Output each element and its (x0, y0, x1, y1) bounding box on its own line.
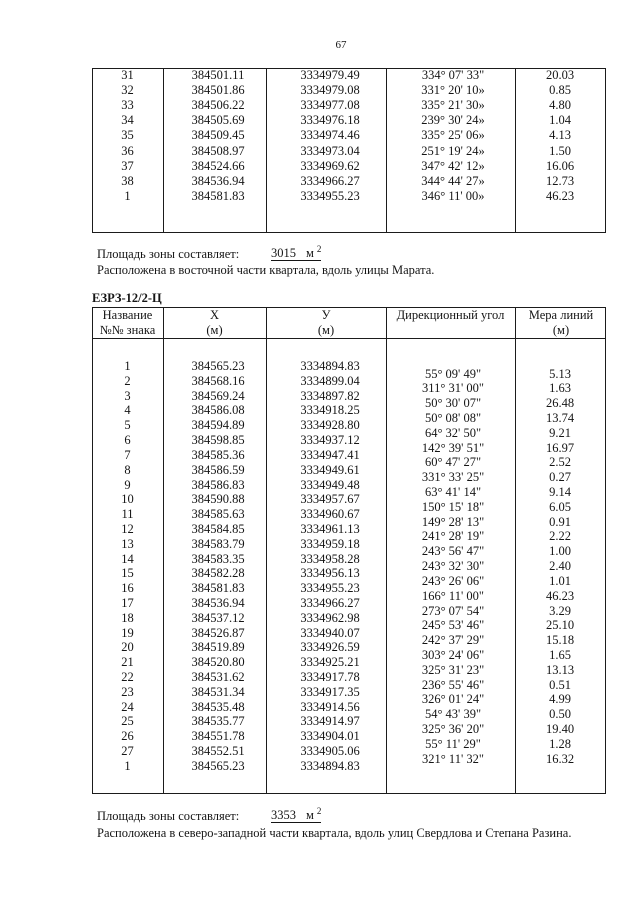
point-number: 16 (121, 581, 134, 596)
line-length: 1.04 (549, 113, 571, 128)
line-length: 2.40 (549, 559, 571, 573)
segment-row (92, 633, 606, 647)
x-coordinate: 384505.69 (191, 113, 245, 128)
area-unit-power: 2 (316, 244, 322, 254)
direction-angle: 63° 41' 14" (424, 485, 482, 499)
direction-angle: 326° 01' 24" (421, 692, 485, 707)
direction-angle: 239° 30' 24» (421, 113, 485, 128)
point-number: 26 (121, 729, 134, 744)
direction-angle: 243° 56' 47" (421, 544, 485, 559)
x-coordinate: 384531.34 (191, 684, 245, 699)
x-coordinate: 384582.28 (191, 566, 245, 581)
direction-angle: 50° 30' 07" (424, 396, 482, 411)
y-coordinate: 3334917.78 (300, 670, 360, 684)
x-coordinate: 384531.62 (191, 670, 245, 684)
direction-angle: 243° 32' 30" (421, 559, 485, 573)
direction-angle: 325° 36' 20" (421, 721, 485, 736)
y-coordinate: 3334977.08 (300, 98, 360, 113)
point-number: 1 (124, 359, 131, 373)
header-x-unit: (м) (206, 323, 223, 337)
point-number: 9 (124, 477, 131, 492)
direction-angle: 55° 11' 29" (425, 736, 481, 751)
point-number: 33 (121, 98, 134, 113)
direction-angle: 335° 21' 30» (421, 98, 485, 113)
direction-angle: 243° 26' 06" (421, 573, 485, 588)
header-line-length: Мера линий (528, 308, 594, 322)
segment-row (92, 544, 606, 558)
direction-angle: 245° 53' 46" (421, 618, 485, 633)
segment-row (92, 515, 606, 529)
direction-angle: 347° 42' 12» (421, 158, 485, 173)
y-coordinate: 3334962.98 (300, 610, 360, 625)
y-coordinate: 3334914.56 (300, 699, 360, 714)
area-value (271, 806, 322, 823)
direction-angle: 54° 43' 39" (424, 707, 482, 722)
x-coordinate: 384526.87 (191, 625, 245, 640)
point-number: 37 (121, 158, 134, 173)
x-coordinate: 384535.77 (191, 714, 245, 729)
segment-row (92, 470, 606, 484)
x-coordinate: 384594.89 (191, 418, 245, 433)
direction-angle: 346° 11' 00» (421, 188, 485, 203)
point-number: 34 (121, 113, 134, 128)
direction-angle: 55° 09' 49" (424, 366, 482, 381)
x-coordinate: 384524.66 (191, 158, 245, 173)
y-coordinate: 3334973.04 (300, 143, 360, 158)
segment-row (92, 426, 606, 440)
segment-row (92, 455, 606, 469)
line-length: 0.50 (549, 707, 571, 722)
y-coordinate: 3334914.97 (300, 714, 360, 729)
direction-angle: 251° 19' 24» (421, 143, 485, 158)
point-number: 36 (121, 143, 134, 158)
line-length: 3.29 (549, 603, 571, 618)
point-number: 21 (121, 655, 134, 670)
line-length: 20.03 (545, 68, 575, 82)
point-number: 24 (121, 699, 134, 714)
line-length: 2.22 (549, 529, 571, 544)
direction-angle: 236° 55' 46" (421, 677, 485, 692)
direction-angle: 303° 24' 06" (421, 647, 485, 662)
y-coordinate: 3334925.21 (300, 655, 360, 670)
y-coordinate: 3334976.18 (300, 113, 360, 128)
line-length: 16.97 (545, 440, 575, 455)
x-coordinate: 384536.94 (191, 596, 245, 610)
y-coordinate: 3334955.23 (300, 581, 360, 596)
table-row (92, 128, 606, 142)
segment-row (92, 589, 606, 603)
table-row (92, 174, 606, 188)
direction-angle: 64° 32' 50" (424, 425, 482, 440)
y-coordinate: 3334969.62 (300, 158, 360, 173)
line-length: 19.40 (545, 721, 575, 736)
y-coordinate: 3334894.83 (300, 359, 360, 373)
segment-row (92, 707, 606, 721)
point-number: 12 (121, 521, 134, 536)
line-length: 1.63 (549, 381, 571, 396)
header-point-name: Название (102, 308, 153, 322)
line-length: 4.13 (549, 128, 571, 143)
segment-row (92, 574, 606, 588)
point-number: 18 (121, 610, 134, 625)
point-number: 4 (124, 403, 131, 418)
point-number: 17 (121, 596, 134, 610)
line-length: 4.99 (549, 692, 571, 707)
x-coordinate: 384519.89 (191, 640, 245, 655)
area-number: 3353 (271, 808, 296, 822)
x-coordinate: 384598.85 (191, 433, 245, 448)
x-coordinate: 384583.79 (191, 536, 245, 551)
table-row (92, 113, 606, 127)
x-coordinate: 384581.83 (191, 581, 245, 596)
line-length: 15.18 (545, 633, 575, 648)
point-number: 8 (124, 462, 131, 477)
header-line-length-unit: (м) (552, 323, 570, 337)
y-coordinate: 3334897.82 (300, 388, 360, 403)
area-value (271, 244, 322, 261)
header-divider (93, 338, 605, 339)
area-unit: м (306, 808, 314, 822)
point-number: 14 (121, 551, 134, 566)
header-point-number: №№ знака (99, 323, 156, 337)
line-length: 5.13 (549, 366, 571, 381)
x-coordinate: 384586.59 (191, 462, 245, 477)
segment-row (92, 692, 606, 706)
line-length: 13.13 (545, 662, 575, 677)
y-coordinate: 3334961.13 (300, 521, 360, 536)
x-coordinate: 384583.35 (191, 551, 245, 566)
point-number: 20 (121, 640, 134, 655)
line-length: 46.23 (545, 188, 575, 203)
y-coordinate: 3334894.83 (300, 758, 360, 773)
direction-angle: 273° 07' 54" (421, 603, 485, 618)
zone-location-line: Расположена в северо-западной части квартала, вдоль улиц Свердлова и Степана Разина. (97, 826, 572, 840)
direction-angle: 241° 28' 19" (421, 529, 485, 544)
point-number: 19 (121, 625, 134, 640)
y-coordinate: 3334904.01 (300, 729, 360, 744)
x-coordinate: 384501.86 (191, 83, 245, 98)
y-coordinate: 3334959.18 (300, 536, 360, 551)
y-coordinate: 3334957.67 (300, 492, 360, 507)
x-coordinate: 384551.78 (191, 729, 245, 744)
y-coordinate: 3334917.35 (300, 684, 360, 699)
line-length: 0.91 (549, 514, 571, 529)
segment-row (92, 529, 606, 543)
y-coordinate: 3334974.46 (300, 128, 360, 143)
x-coordinate: 384585.36 (191, 447, 245, 462)
page-number: 67 (335, 39, 347, 51)
y-coordinate: 3334928.80 (300, 418, 360, 433)
point-number: 27 (121, 744, 134, 759)
x-coordinate: 384581.83 (191, 188, 245, 203)
x-coordinate: 384586.08 (191, 403, 245, 418)
segment-row (92, 618, 606, 632)
header-y-unit: (м) (317, 323, 335, 337)
line-length: 25.10 (545, 618, 575, 633)
y-coordinate: 3334960.67 (300, 507, 360, 522)
point-number: 5 (124, 418, 131, 433)
table-row (92, 98, 606, 112)
area-number: 3015 (271, 246, 296, 260)
point-number: 25 (121, 714, 134, 729)
x-coordinate: 384586.83 (191, 477, 245, 492)
y-coordinate: 3334949.61 (300, 462, 360, 477)
point-number: 1 (124, 758, 131, 773)
y-coordinate: 3334956.13 (300, 566, 360, 581)
x-coordinate: 384590.88 (191, 492, 245, 507)
x-coordinate: 384552.51 (191, 744, 245, 759)
point-number: 13 (121, 536, 134, 551)
direction-angle: 166° 11' 00" (422, 588, 484, 603)
segment-row (92, 441, 606, 455)
x-coordinate: 384569.24 (191, 388, 245, 403)
segment-row (92, 367, 606, 381)
direction-angle: 149° 28' 13" (421, 514, 485, 529)
line-length: 0.51 (549, 677, 571, 692)
area-label: Площадь зоны составляет: (97, 809, 240, 823)
table-row (92, 144, 606, 158)
point-number: 3 (124, 388, 131, 403)
line-length: 2.52 (549, 455, 571, 470)
header-y: У (321, 308, 331, 322)
x-coordinate: 384585.63 (191, 507, 245, 522)
line-length: 1.28 (549, 736, 571, 751)
zone-location-line: Расположена в восточной части квартала, вдоль улицы Марата. (97, 263, 435, 277)
direction-angle: 321° 11' 32" (422, 751, 484, 766)
line-length: 6.05 (549, 499, 571, 514)
x-coordinate: 384501.11 (191, 68, 245, 82)
zone-area-line (97, 246, 620, 262)
direction-angle: 331° 20' 10» (421, 83, 485, 98)
y-coordinate: 3334918.25 (300, 403, 360, 418)
direction-angle: 344° 44' 27» (421, 173, 485, 188)
segment-row (92, 722, 606, 736)
point-number: 35 (121, 128, 134, 143)
segment-row (92, 381, 606, 395)
table-row (92, 83, 606, 97)
segment-row (92, 737, 606, 751)
y-coordinate: 3334947.41 (300, 447, 360, 462)
line-length: 1.65 (549, 647, 571, 662)
y-coordinate: 3334979.49 (300, 68, 360, 82)
y-coordinate: 3334926.59 (300, 640, 360, 655)
point-number: 38 (121, 173, 134, 188)
direction-angle: 334° 07' 33" (421, 68, 485, 82)
line-length: 16.06 (545, 158, 575, 173)
x-coordinate: 384565.23 (191, 359, 245, 373)
table-row (92, 68, 606, 82)
direction-angle: 242° 37' 29" (421, 633, 485, 648)
y-coordinate: 3334966.27 (300, 173, 360, 188)
x-coordinate: 384520.80 (191, 655, 245, 670)
segment-row (92, 663, 606, 677)
direction-angle: 325° 31' 23" (421, 662, 485, 677)
line-length: 16.32 (545, 751, 575, 766)
x-coordinate: 384506.22 (191, 98, 245, 113)
direction-angle: 335° 25' 06» (421, 128, 485, 143)
direction-angle: 331° 33' 25" (421, 470, 485, 485)
area-unit: м (306, 246, 314, 260)
y-coordinate: 3334949.48 (300, 477, 360, 492)
x-coordinate: 384509.45 (191, 128, 245, 143)
point-number: 15 (121, 566, 134, 581)
point-number: 32 (121, 83, 134, 98)
point-number: 2 (124, 373, 131, 388)
line-length: 1.50 (549, 143, 571, 158)
x-coordinate: 384537.12 (191, 610, 245, 625)
header-direction-angle: Дирекционный угол (396, 308, 505, 322)
line-length: 26.48 (545, 396, 575, 411)
y-coordinate: 3334979.08 (300, 83, 360, 98)
direction-angle: 142° 39' 51" (421, 440, 485, 455)
zone-area-line (97, 808, 620, 824)
line-length: 13.74 (545, 410, 575, 425)
line-length: 0.85 (549, 83, 571, 98)
x-coordinate: 384508.97 (191, 143, 245, 158)
y-coordinate: 3334955.23 (300, 188, 360, 203)
segment-row (92, 396, 606, 410)
x-coordinate: 384584.85 (191, 521, 245, 536)
line-length: 12.73 (545, 173, 575, 188)
area-label: Площадь зоны составляет: (97, 247, 240, 261)
line-length: 1.00 (549, 544, 571, 559)
segment-row (92, 752, 606, 766)
segment-row (92, 485, 606, 499)
y-coordinate: 3334940.07 (300, 625, 360, 640)
x-coordinate: 384565.23 (191, 758, 245, 773)
y-coordinate: 3334958.28 (300, 551, 360, 566)
point-number: 22 (121, 670, 134, 684)
line-length: 9.14 (549, 485, 571, 499)
zone-title: ЕЗРЗ-12/2-Ц (92, 291, 162, 305)
table-row (92, 189, 606, 203)
x-coordinate: 384536.94 (191, 173, 245, 188)
y-coordinate: 3334905.06 (300, 744, 360, 759)
point-number: 23 (121, 684, 134, 699)
line-length: 9.21 (549, 425, 571, 440)
point-number: 10 (121, 492, 134, 507)
line-length: 0.27 (549, 470, 571, 485)
y-coordinate: 3334899.04 (300, 373, 360, 388)
x-coordinate: 384568.16 (191, 373, 245, 388)
segment-row (92, 648, 606, 662)
x-coordinate: 384535.48 (191, 699, 245, 714)
area-unit-power: 2 (316, 806, 322, 816)
segment-row (92, 559, 606, 573)
point-number: 11 (121, 507, 134, 522)
segment-row (92, 411, 606, 425)
segment-row (92, 678, 606, 692)
direction-angle: 60° 47' 27" (424, 455, 482, 470)
table-row (92, 159, 606, 173)
segment-row (92, 604, 606, 618)
y-coordinate: 3334966.27 (300, 596, 360, 610)
point-number: 7 (124, 447, 131, 462)
point-number: 6 (124, 433, 131, 448)
line-length: 46.23 (545, 588, 575, 603)
line-length: 4.80 (549, 98, 571, 113)
header-x: X (209, 308, 220, 322)
segment-row (92, 500, 606, 514)
direction-angle: 50° 08' 08" (424, 410, 482, 425)
line-length: 1.01 (549, 573, 571, 588)
direction-angle: 150° 15' 18" (421, 499, 485, 514)
point-number: 31 (121, 68, 134, 82)
direction-angle: 311° 31' 00" (422, 381, 484, 396)
y-coordinate: 3334937.12 (300, 433, 360, 448)
point-number: 1 (124, 188, 131, 203)
